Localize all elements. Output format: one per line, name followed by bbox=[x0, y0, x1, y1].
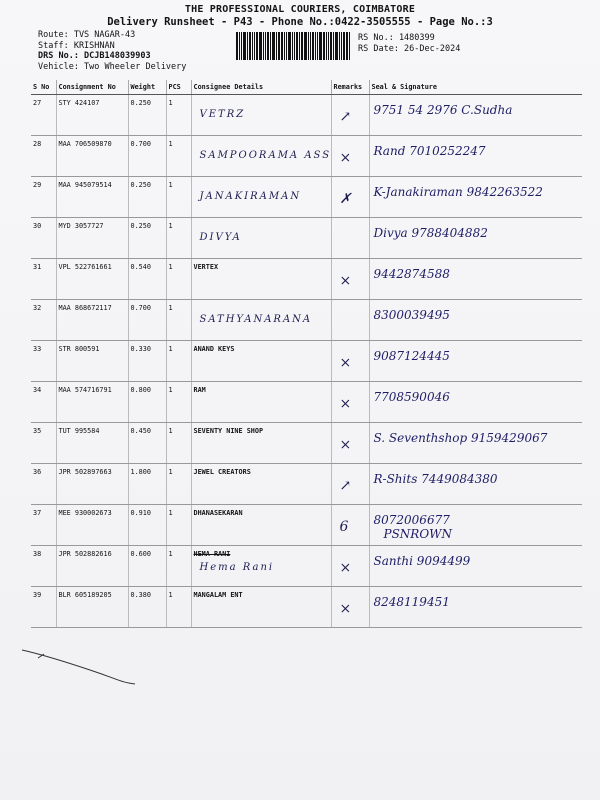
cell-seal-signature bbox=[369, 300, 582, 341]
cell-weight: 0.250 bbox=[128, 95, 166, 136]
barcode-bar bbox=[265, 32, 266, 60]
cell-consignee bbox=[191, 341, 331, 382]
barcode-bar bbox=[299, 32, 300, 60]
consignee-handwritten: JANAKIRAMAN bbox=[199, 191, 302, 202]
consignee-printed: HEMA RANI bbox=[193, 550, 231, 558]
cell-consignment: MAA 868672117 bbox=[56, 300, 128, 341]
cell-pcs: 1 bbox=[166, 95, 191, 136]
col-pcs: PCS bbox=[166, 80, 191, 95]
cell-remarks bbox=[331, 464, 369, 505]
barcode-bar bbox=[263, 32, 264, 60]
col-consignee: Consignee Details bbox=[191, 80, 331, 95]
consignee-handwritten: Hema Rani bbox=[199, 562, 275, 573]
cell-remarks bbox=[331, 136, 369, 177]
table-row bbox=[31, 546, 582, 587]
table-row bbox=[31, 505, 582, 546]
cell-weight: 0.800 bbox=[128, 382, 166, 423]
barcode-bar bbox=[278, 32, 280, 60]
company-title: THE PROFESSIONAL COURIERS, COIMBATORE bbox=[184, 4, 416, 15]
cell-consignment: BLR 605189205 bbox=[56, 587, 128, 628]
cell-pcs: 1 bbox=[166, 341, 191, 382]
cell-consignment: STY 424107 bbox=[56, 95, 128, 136]
cell-consignee bbox=[191, 423, 331, 464]
runsheet-meta-right bbox=[358, 33, 460, 54]
barcode-bar bbox=[284, 32, 285, 60]
barcode-bar bbox=[326, 32, 327, 60]
barcode-bar bbox=[328, 32, 329, 60]
cell-consignee bbox=[191, 259, 331, 300]
barcode-image bbox=[236, 32, 352, 60]
signature: 9087124445 bbox=[373, 349, 450, 363]
cell-consignee bbox=[191, 587, 331, 628]
cell-pcs: 1 bbox=[166, 382, 191, 423]
cell-seal-signature bbox=[369, 218, 582, 259]
col-seal: Seal & Signature bbox=[369, 80, 582, 95]
cell-seal-signature bbox=[369, 177, 582, 218]
cell-sno: 28 bbox=[31, 136, 56, 177]
barcode-bar bbox=[308, 32, 309, 60]
table-row bbox=[31, 464, 582, 505]
delivery-table bbox=[31, 80, 582, 628]
cell-consignment: MAA 945079514 bbox=[56, 177, 128, 218]
consignee-handwritten: SATHYANARANA bbox=[199, 314, 313, 325]
cell-pcs: 1 bbox=[166, 259, 191, 300]
barcode-bar bbox=[323, 32, 325, 60]
table-row bbox=[31, 177, 582, 218]
cell-consignment: STR 800591 bbox=[56, 341, 128, 382]
cell-remarks bbox=[331, 218, 369, 259]
cell-pcs: 1 bbox=[166, 505, 191, 546]
consignee-printed: DHANASEKARAN bbox=[193, 509, 243, 517]
consignee-printed: ANAND KEYS bbox=[193, 345, 235, 353]
barcode-bar bbox=[341, 32, 342, 60]
barcode-bar bbox=[239, 32, 240, 60]
cell-pcs: 1 bbox=[166, 423, 191, 464]
cell-consignment: JPR 502897663 bbox=[56, 464, 128, 505]
table-row bbox=[31, 341, 582, 382]
consignee-handwritten: SAMPOORAMA ASS bbox=[199, 150, 331, 161]
barcode-bar bbox=[339, 32, 340, 60]
barcode-bar bbox=[317, 32, 318, 60]
runsheet-subtitle: Delivery Runsheet - P43 - Phone No.:0422-3505555 - Page No.:3 bbox=[107, 16, 493, 28]
barcode-bar bbox=[330, 32, 332, 60]
rs-number: RS No.: 1480399 bbox=[358, 33, 435, 43]
cell-weight: 0.250 bbox=[128, 218, 166, 259]
remark-mark: × bbox=[339, 355, 352, 371]
cell-weight: 0.700 bbox=[128, 136, 166, 177]
remark-mark: 6 bbox=[339, 519, 349, 535]
barcode-bar bbox=[236, 32, 238, 60]
consignee-handwritten: VETRZ bbox=[199, 109, 246, 120]
barcode-bar bbox=[319, 32, 322, 60]
barcode-bar bbox=[270, 32, 271, 60]
consignee-printed: JEWEL CREATORS bbox=[193, 468, 251, 476]
cell-seal-signature bbox=[369, 464, 582, 505]
table-row bbox=[31, 259, 582, 300]
cell-consignment: MAA 706509870 bbox=[56, 136, 128, 177]
barcode-bar bbox=[294, 32, 295, 60]
cell-sno: 29 bbox=[31, 177, 56, 218]
barcode-bar bbox=[301, 32, 303, 60]
cell-remarks bbox=[331, 505, 369, 546]
col-weight: Weight bbox=[128, 80, 166, 95]
cell-weight: 0.450 bbox=[128, 423, 166, 464]
cell-consignee bbox=[191, 177, 331, 218]
cell-consignee bbox=[191, 218, 331, 259]
remark-mark: × bbox=[339, 560, 352, 576]
cell-sno: 31 bbox=[31, 259, 56, 300]
barcode-bar bbox=[292, 32, 293, 60]
cell-remarks bbox=[331, 95, 369, 136]
table-row bbox=[31, 423, 582, 464]
barcode-bar bbox=[252, 32, 253, 60]
signature: 7708590046 bbox=[373, 390, 450, 404]
cell-sno: 39 bbox=[31, 587, 56, 628]
cell-seal-signature bbox=[369, 505, 582, 546]
barcode-bar bbox=[304, 32, 307, 60]
barcode-bar bbox=[296, 32, 298, 60]
cell-pcs: 1 bbox=[166, 218, 191, 259]
barcode-bar bbox=[315, 32, 316, 60]
pen-scribble bbox=[20, 640, 140, 690]
cell-seal-signature bbox=[369, 587, 582, 628]
cell-seal-signature bbox=[369, 341, 582, 382]
barcode-bar bbox=[276, 32, 277, 60]
cell-pcs: 1 bbox=[166, 546, 191, 587]
cell-consignee bbox=[191, 382, 331, 423]
consignee-printed: SEVENTY NINE SHOP bbox=[193, 427, 264, 435]
remark-mark: × bbox=[339, 601, 352, 617]
vehicle-label: Vehicle: Two Wheeler Delivery bbox=[38, 61, 187, 72]
cell-weight: 0.380 bbox=[128, 587, 166, 628]
table-row bbox=[31, 300, 582, 341]
barcode-bar bbox=[349, 32, 350, 60]
cell-remarks bbox=[331, 587, 369, 628]
barcode-bar bbox=[310, 32, 311, 60]
table-header-row bbox=[31, 80, 582, 95]
cell-weight: 0.540 bbox=[128, 259, 166, 300]
cell-seal-signature bbox=[369, 136, 582, 177]
barcode-bar bbox=[288, 32, 291, 60]
cell-pcs: 1 bbox=[166, 136, 191, 177]
cell-seal-signature bbox=[369, 546, 582, 587]
cell-remarks bbox=[331, 259, 369, 300]
cell-consignment: MAA 574716791 bbox=[56, 382, 128, 423]
cell-consignment: JPR 502882616 bbox=[56, 546, 128, 587]
staff-label: Staff: KRISHNAN bbox=[38, 40, 115, 51]
consignee-printed: MANGALAM ENT bbox=[193, 591, 243, 599]
cell-pcs: 1 bbox=[166, 300, 191, 341]
signature: 8300039495 bbox=[373, 308, 450, 322]
remark-mark: × bbox=[339, 437, 352, 453]
cell-weight: 0.250 bbox=[128, 177, 166, 218]
cell-sno: 37 bbox=[31, 505, 56, 546]
signature-secondary: PSNROWN bbox=[383, 527, 453, 541]
barcode-bar bbox=[312, 32, 314, 60]
cell-consignee bbox=[191, 95, 331, 136]
drs-number: DRS No.: DCJB148039903 bbox=[38, 51, 151, 61]
barcode-bar bbox=[346, 32, 348, 60]
table-row bbox=[31, 95, 582, 136]
cell-consignment: TUT 995584 bbox=[56, 423, 128, 464]
remark-mark: × bbox=[339, 150, 352, 166]
signature: 8248119451 bbox=[373, 595, 450, 609]
barcode-bar bbox=[249, 32, 251, 60]
cell-pcs: 1 bbox=[166, 177, 191, 218]
cell-consignee bbox=[191, 464, 331, 505]
table-row bbox=[31, 587, 582, 628]
cell-sno: 33 bbox=[31, 341, 56, 382]
cell-seal-signature bbox=[369, 382, 582, 423]
barcode-bar bbox=[259, 32, 262, 60]
barcode-bar bbox=[267, 32, 269, 60]
route-label: Route: TVS NAGAR-43 bbox=[38, 30, 136, 40]
remark-mark: ↗ bbox=[339, 478, 352, 494]
barcode-bar bbox=[243, 32, 246, 60]
signature: K-Janakiraman 9842263522 bbox=[373, 185, 543, 199]
cell-sno: 32 bbox=[31, 300, 56, 341]
rs-date: RS Date: 26-Dec-2024 bbox=[358, 43, 461, 54]
remark-mark: ↗ bbox=[339, 109, 352, 125]
cell-seal-signature bbox=[369, 95, 582, 136]
cell-consignee bbox=[191, 300, 331, 341]
cell-pcs: 1 bbox=[166, 587, 191, 628]
remark-mark: × bbox=[339, 273, 352, 289]
barcode-bar bbox=[335, 32, 338, 60]
signature: Santhi 9094499 bbox=[373, 554, 471, 568]
signature: 9442874588 bbox=[373, 267, 450, 281]
barcode-bar bbox=[333, 32, 334, 60]
cell-weight: 0.330 bbox=[128, 341, 166, 382]
signature: Rand 7010252247 bbox=[373, 144, 486, 158]
remark-mark: × bbox=[339, 396, 352, 412]
table-row bbox=[31, 218, 582, 259]
cell-sno: 36 bbox=[31, 464, 56, 505]
barcode-bar bbox=[247, 32, 248, 60]
cell-remarks bbox=[331, 341, 369, 382]
signature: 9751 54 2976 C.Sudha bbox=[373, 103, 513, 117]
table-row bbox=[31, 136, 582, 177]
cell-consignee bbox=[191, 546, 331, 587]
cell-weight: 1.800 bbox=[128, 464, 166, 505]
cell-pcs: 1 bbox=[166, 464, 191, 505]
remark-mark: ✗ bbox=[339, 191, 352, 207]
cell-sno: 30 bbox=[31, 218, 56, 259]
barcode-bar bbox=[286, 32, 287, 60]
barcode-bar bbox=[254, 32, 255, 60]
signature: S. Seventhshop 9159429067 bbox=[373, 431, 548, 445]
cell-weight: 0.910 bbox=[128, 505, 166, 546]
col-remarks: Remarks bbox=[331, 80, 369, 95]
col-sno: S No bbox=[31, 80, 56, 95]
cell-remarks bbox=[331, 382, 369, 423]
signature: 8072006677 bbox=[373, 513, 450, 527]
cell-remarks bbox=[331, 300, 369, 341]
cell-seal-signature bbox=[369, 423, 582, 464]
cell-sno: 34 bbox=[31, 382, 56, 423]
barcode-bar bbox=[343, 32, 345, 60]
cell-consignment: MYD 3057727 bbox=[56, 218, 128, 259]
consignee-printed: RAM bbox=[193, 386, 206, 394]
cell-remarks bbox=[331, 546, 369, 587]
cell-weight: 0.600 bbox=[128, 546, 166, 587]
cell-seal-signature bbox=[369, 259, 582, 300]
cell-remarks bbox=[331, 423, 369, 464]
barcode-bar bbox=[281, 32, 283, 60]
cell-consignment: MEE 930002673 bbox=[56, 505, 128, 546]
cell-remarks bbox=[331, 177, 369, 218]
consignee-handwritten: DIVYA bbox=[199, 232, 242, 243]
cell-consignee bbox=[191, 136, 331, 177]
barcode-bar bbox=[256, 32, 258, 60]
cell-weight: 0.700 bbox=[128, 300, 166, 341]
cell-consignment: VPL 522761661 bbox=[56, 259, 128, 300]
barcode-bar bbox=[241, 32, 242, 60]
cell-sno: 38 bbox=[31, 546, 56, 587]
signature: R-Shits 7449084380 bbox=[373, 472, 498, 486]
barcode-bar bbox=[272, 32, 275, 60]
cell-sno: 35 bbox=[31, 423, 56, 464]
runsheet-meta-left bbox=[38, 30, 186, 72]
signature: Divya 9788404882 bbox=[373, 226, 488, 240]
table-row bbox=[31, 382, 582, 423]
cell-sno: 27 bbox=[31, 95, 56, 136]
cell-consignee bbox=[191, 505, 331, 546]
col-consignment: Consignment No bbox=[56, 80, 128, 95]
consignee-printed: VERTEX bbox=[193, 263, 219, 271]
